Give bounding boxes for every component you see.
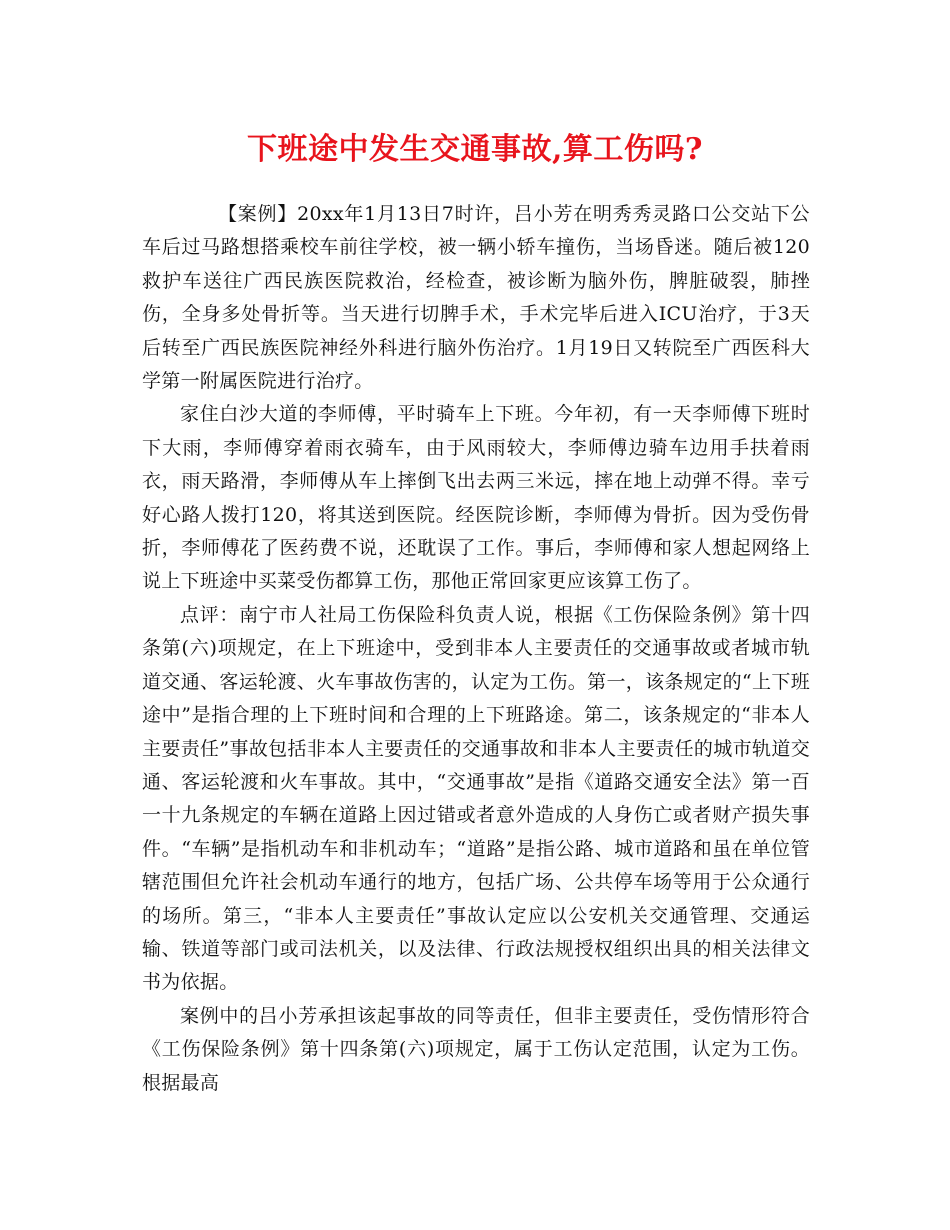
paragraph-li-case: 家住白沙大道的李师傅，平时骑车上下班。今年初，有一天李师傅下班时下大雨，李师傅穿着雨衣骑车，由于风雨较大，李师傅边骑车边用手扶着雨衣，雨天路滑，李师傅从车上摔倒飞出去两三米远，摔在地上动弹不得。幸亏好心路人拨打120，将其送到医院。经医院诊断，李师傅为骨折。因为受伤骨折，李师傅花了医药费不说，还耽误了工作。事后，李师傅和家人想起网络上说上下班途中买菜受伤都算工伤，那他正常回家更应该算工伤了。 (142, 403, 810, 593)
document-body (142, 198, 810, 1100)
paragraph-case: 【案例】20xx年1月13日7时许，吕小芳在明秀秀灵路口公交站下公车后过马路想搭乘校车前往学校，被一辆小轿车撞伤，当场昏迷。随后被120救护车送往广西民族医院救治，经检查，被诊断为脑外伤，脾脏破裂，肺挫伤，全身多处骨折等。当天进行切脾手术，手术完毕后进入ICU治疗，于3天后转至广西民族医院神经外科进行脑外伤治疗。1月19日又转院至广西医科大学第一附属医院进行治疗。 (142, 203, 810, 393)
document-title: 下班途中发生交通事故,算工伤吗? (246, 132, 704, 167)
paragraph-commentary: 点评：南宁市人社局工伤保险科负责人说，根据《工伤保险条例》第十四条第(六)项规定，在上下班途中，受到非本人主要责任的交通事故或者城市轨道交通、客运轮渡、火车事故伤害的，认定为工伤。第一，该条规定的“上下班途中”是指合理的上下班时间和合理的上下班路途。第二，该条规定的“非本人主要责任”事故包括非本人主要责任的交通事故和非本人主要责任的城市轨道交通、客运轮渡和火车事故。其中，“交通事故”是指《道路交通安全法》第一百一十九条规定的车辆在道路上因过错或者意外造成的人身伤亡或者财产损失事件。“车辆”是指机动车和非机动车；“道路”是指公路、城市道路和虽在单位管辖范围但允许社会机动车通行的地方，包括广场、公共停车场等用于公众通行的场所。第三，“非本人主要责任”事故认定应以公安机关交通管理、交通运输、铁道等部门或司法机关，以及法律、行政法规授权组织出具的相关法律文书为依据。 (142, 603, 810, 994)
paragraph-conclusion: 案例中的吕小芳承担该起事故的同等责任，但非主要责任，受伤情形符合《工伤保险条例》第十四条第(六)项规定，属于工伤认定范围，认定为工伤。根据最高 (142, 1004, 810, 1094)
